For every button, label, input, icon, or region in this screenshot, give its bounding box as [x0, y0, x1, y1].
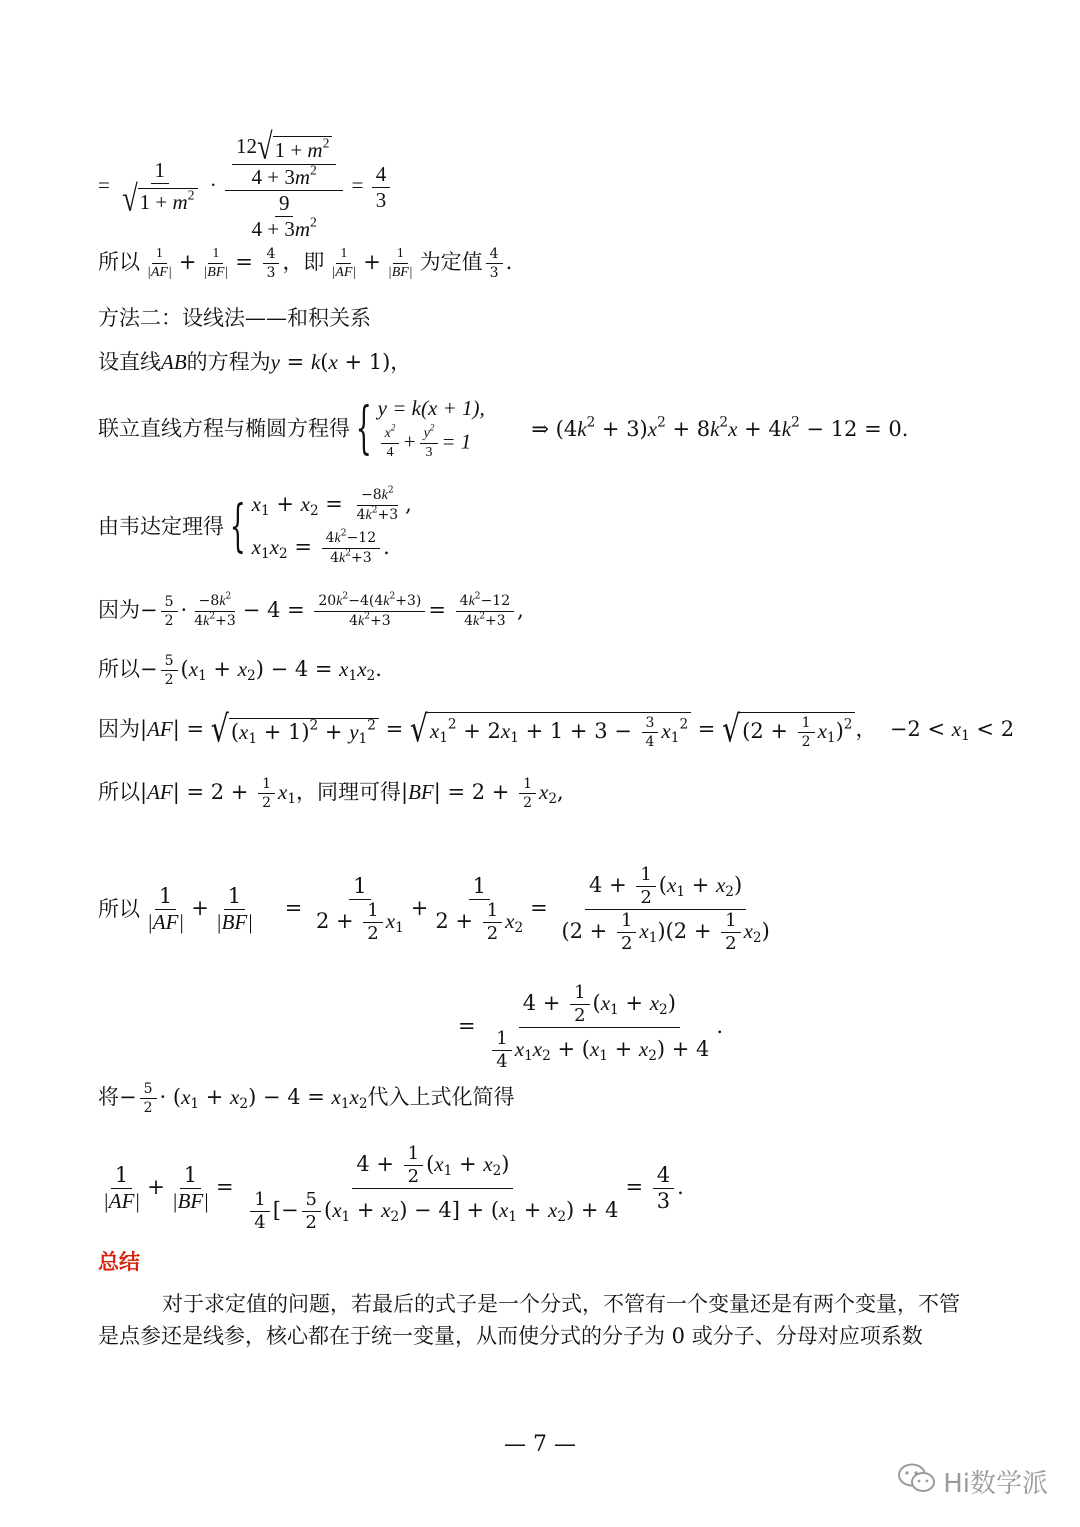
- suoyi-text-4: 所以: [98, 897, 140, 921]
- vieta-line: 由韦达定理得 { $x_1 + x_2$ = $\frac{-8k^2}{4k^2+3}$ , $x_1x_2$ = $\frac{4k^2-12}{4k^2+3}$ .: [98, 485, 412, 566]
- summary-paragraph: 对于求定值的问题，若最后的式子是一个分式，不管有一个变量还是有两个变量，不管是点参还是线参，核心都在于统一变量，从而使分式的分子为 0 或分子、分母对应项系数: [98, 1292, 960, 1348]
- setline-line: 设直线AB的方程为y = k(x + 1)，: [98, 350, 412, 374]
- tongli-text: ，同理可得: [296, 780, 402, 804]
- relation-line: 所以− $\frac{5}{2}$ $(x_1 + x_2) - 4 = x_1x_2$.: [98, 653, 382, 688]
- method2-title: 方法二：设线法——和积关系: [98, 306, 371, 330]
- weida-text: 由韦达定理得: [98, 514, 224, 539]
- setline-mid: 的方程为: [186, 350, 271, 374]
- dingzhi-text: 为定值: [419, 250, 483, 274]
- system-line: 联立直线方程与椭圆方程得 { y = k(x + 1), $\frac{x^2}{4}$ + $\frac{y^2}{3}$ = 1 ⇒ $(4k^2 + 3)x^2 + 8k^2x + 4k^2 - 12 = 0$.: [98, 395, 909, 461]
- watermark-text: Hi数学派: [943, 1469, 1048, 1499]
- wechat-icon: [897, 1462, 937, 1501]
- lianli-text: 联立直线方程与椭圆方程得: [98, 416, 350, 441]
- substitute-line: 将− $\frac{5}{2}$ · $(x_1 + x_2) - 4 = x_1x_2$代入上式化简得: [98, 1081, 515, 1116]
- sum-line-2: = 4 + $\frac{1}{2}$ $(x_1 + x_2)$ $\frac{1}{4}$ $x_1x_2 + (x_1 + x_2) + 4$ .: [458, 982, 724, 1072]
- conclusion-line: 所以 $\frac{1}{|AF|}$ + $\frac{1}{|BF|}$ = $\frac{4}{3}$ ，即 $\frac{1}{|AF|}$ + $\frac{1}{|BF|}$ 为定值 $\frac{4}{3}$ .: [98, 246, 513, 281]
- final-line: $\frac{1}{|AF|}$ + $\frac{1}{|BF|}$ = 4 + $\frac{1}{2}$ $(x_1 + x_2)$ $\frac{1}{4}$ [− $\frac{5}{2}$ $(x_1 + x_2) - 4] + (x_1 + x_2) + 4$ = $\frac{4}{3}$ .: [103, 1143, 684, 1233]
- summary-heading: 总结: [98, 1250, 140, 1274]
- yinwei-text: 因为: [98, 598, 140, 622]
- af-result-line: 所以|AF| = 2 + $\frac{1}{2}$ $x_1$，同理可得|BF| = 2 + $\frac{1}{2}$ $x_2$,: [98, 776, 564, 811]
- sum-line: 所以 $\frac{1}{|AF|}$ + $\frac{1}{|BF|}$ = 1 2 + $\frac{1}{2}$ $x_1$ + 1 2 + $\frac{1}{2}$ $x_2$ = 4 + $\frac{1}{2}$ $(x_1 + x_2)$ (2 + $\frac{1}{2}$ $x_1)(2$ + $\frac{1}{2}$ $x_2$): [98, 864, 770, 954]
- dairu-text: 代入上式化简得: [367, 1085, 515, 1109]
- equation-row: = $\frac{1}{√1 + m^2}$ · $\frac{\frac{12√1 + m^2}{4 + 3m^2}}{\frac{9}{4 + 3m^2}}$ = $\frac{4}{3}$: [98, 134, 393, 240]
- suoyi-text: 所以: [98, 250, 140, 274]
- af-line: 因为$|AF| = √(x_1 + 1)^2 + y_1^2 = √x_1^2 + 2x_1 + 1 + 3$ − $\frac{3}{4}$ $x_1^2 = √(2$ + $\frac{1}{2}$ $x_1)^2$ ， $-2 < x_1 < 2$: [98, 708, 1015, 752]
- ji-text: ，即: [282, 250, 325, 274]
- jiang-text: 将: [98, 1085, 119, 1109]
- page-number: — 7 —: [504, 1432, 576, 1457]
- because-line-1: 因为− $\frac{5}{2}$ · $\frac{-8k^2}{4k^2+3}$ − 4 = $\frac{20k^2-4(4k^2+3)}{4k^2+3}$ = $\frac{4k^2-12}{4k^2+3}$ ,: [98, 591, 524, 629]
- suoyi-text-3: 所以: [98, 780, 140, 804]
- suoyi-text-2: 所以: [98, 657, 140, 681]
- watermark: [897, 1462, 1048, 1501]
- yinwei-text-2: 因为: [98, 717, 140, 741]
- setline-prefix: 设直线: [98, 350, 161, 374]
